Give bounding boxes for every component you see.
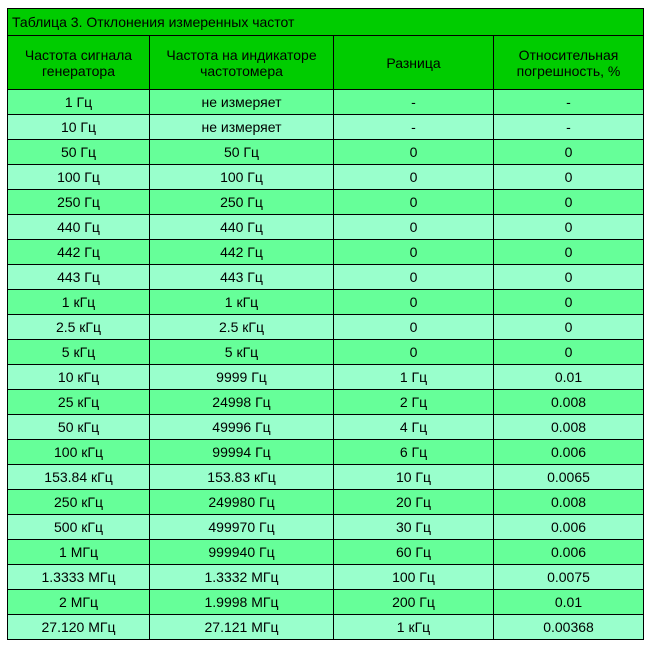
cell-relative-error: 0.006 (494, 515, 644, 540)
cell-indicator-frequency: 440 Гц (150, 215, 334, 240)
cell-relative-error: 0 (494, 215, 644, 240)
cell-relative-error: - (494, 115, 644, 140)
table-row (8, 240, 644, 265)
cell-difference: 0 (334, 290, 494, 315)
cell-relative-error: 0 (494, 340, 644, 365)
table-row (8, 540, 644, 565)
cell-generator-frequency: 25 кГц (8, 390, 150, 415)
cell-indicator-frequency: 1.9998 МГц (150, 590, 334, 615)
cell-difference: - (334, 90, 494, 115)
cell-indicator-frequency: 9999 Гц (150, 365, 334, 390)
cell-generator-frequency: 100 Гц (8, 165, 150, 190)
table-row (8, 140, 644, 165)
cell-relative-error: 0.006 (494, 440, 644, 465)
cell-indicator-frequency: не измеряет (150, 115, 334, 140)
cell-generator-frequency: 100 кГц (8, 440, 150, 465)
cell-indicator-frequency: 999940 Гц (150, 540, 334, 565)
table-row (8, 565, 644, 590)
cell-generator-frequency: 10 кГц (8, 365, 150, 390)
table-row (8, 590, 644, 615)
cell-indicator-frequency: 99994 Гц (150, 440, 334, 465)
cell-difference: 4 Гц (334, 415, 494, 440)
frequency-deviation-table (7, 8, 644, 640)
cell-indicator-frequency: 5 кГц (150, 340, 334, 365)
cell-difference: 2 Гц (334, 390, 494, 415)
cell-generator-frequency: 1 МГц (8, 540, 150, 565)
cell-generator-frequency: 50 кГц (8, 415, 150, 440)
cell-generator-frequency: 2 МГц (8, 590, 150, 615)
cell-generator-frequency: 27.120 МГц (8, 615, 150, 640)
cell-generator-frequency: 250 кГц (8, 490, 150, 515)
cell-generator-frequency: 1 Гц (8, 90, 150, 115)
cell-generator-frequency: 10 Гц (8, 115, 150, 140)
table-row (8, 215, 644, 240)
cell-indicator-frequency: 49996 Гц (150, 415, 334, 440)
table-row (8, 115, 644, 140)
cell-generator-frequency: 1 кГц (8, 290, 150, 315)
table-row (8, 440, 644, 465)
cell-difference: 20 Гц (334, 490, 494, 515)
cell-generator-frequency: 443 Гц (8, 265, 150, 290)
cell-generator-frequency: 500 кГц (8, 515, 150, 540)
cell-generator-frequency: 250 Гц (8, 190, 150, 215)
cell-generator-frequency: 5 кГц (8, 340, 150, 365)
cell-indicator-frequency: 27.121 МГц (150, 615, 334, 640)
cell-indicator-frequency: 442 Гц (150, 240, 334, 265)
header-generator-frequency: Частота сигнала генератора (8, 36, 150, 90)
cell-indicator-frequency: 1.3332 МГц (150, 565, 334, 590)
cell-generator-frequency: 442 Гц (8, 240, 150, 265)
cell-relative-error: 0.00368 (494, 615, 644, 640)
cell-relative-error: 0 (494, 140, 644, 165)
cell-relative-error: 0.01 (494, 365, 644, 390)
cell-difference: 0 (334, 215, 494, 240)
cell-indicator-frequency: 100 Гц (150, 165, 334, 190)
table-row (8, 340, 644, 365)
cell-indicator-frequency: не измеряет (150, 90, 334, 115)
cell-indicator-frequency: 2.5 кГц (150, 315, 334, 340)
cell-difference: - (334, 115, 494, 140)
cell-generator-frequency: 440 Гц (8, 215, 150, 240)
table-row (8, 290, 644, 315)
table-body (8, 90, 644, 640)
cell-relative-error: 0.008 (494, 390, 644, 415)
frequency-deviation-table-container (7, 8, 643, 640)
cell-difference: 100 Гц (334, 565, 494, 590)
table-row (8, 490, 644, 515)
table-row (8, 390, 644, 415)
cell-relative-error: 0.008 (494, 490, 644, 515)
cell-difference: 1 Гц (334, 365, 494, 390)
cell-relative-error: 0.0065 (494, 465, 644, 490)
cell-generator-frequency: 1.3333 МГц (8, 565, 150, 590)
cell-difference: 0 (334, 165, 494, 190)
cell-generator-frequency: 2.5 кГц (8, 315, 150, 340)
cell-difference: 10 Гц (334, 465, 494, 490)
table-row (8, 465, 644, 490)
cell-relative-error: 0 (494, 240, 644, 265)
cell-indicator-frequency: 443 Гц (150, 265, 334, 290)
cell-difference: 0 (334, 265, 494, 290)
cell-difference: 0 (334, 340, 494, 365)
header-relative-error: Относительная погрешность, % (494, 36, 644, 90)
cell-relative-error: 0.008 (494, 415, 644, 440)
cell-relative-error: 0.006 (494, 540, 644, 565)
table-title: Таблица 3. Отклонения измеренных частот (8, 9, 644, 36)
table-row (8, 315, 644, 340)
cell-difference: 0 (334, 315, 494, 340)
cell-difference: 0 (334, 140, 494, 165)
cell-relative-error: 0.01 (494, 590, 644, 615)
table-row (8, 265, 644, 290)
header-difference: Разница (334, 36, 494, 90)
cell-relative-error: 0 (494, 165, 644, 190)
cell-difference: 6 Гц (334, 440, 494, 465)
cell-indicator-frequency: 249980 Гц (150, 490, 334, 515)
table-row (8, 90, 644, 115)
table-header-row (8, 36, 644, 90)
cell-generator-frequency: 153.84 кГц (8, 465, 150, 490)
table-row (8, 190, 644, 215)
cell-relative-error: - (494, 90, 644, 115)
table-row (8, 365, 644, 390)
cell-indicator-frequency: 24998 Гц (150, 390, 334, 415)
cell-difference: 30 Гц (334, 515, 494, 540)
cell-indicator-frequency: 1 кГц (150, 290, 334, 315)
cell-difference: 200 Гц (334, 590, 494, 615)
table-row (8, 165, 644, 190)
cell-relative-error: 0 (494, 290, 644, 315)
cell-indicator-frequency: 50 Гц (150, 140, 334, 165)
cell-difference: 60 Гц (334, 540, 494, 565)
cell-generator-frequency: 50 Гц (8, 140, 150, 165)
header-indicator-frequency: Частота на индикаторе частотомера (150, 36, 334, 90)
table-row (8, 415, 644, 440)
cell-relative-error: 0.0075 (494, 565, 644, 590)
cell-relative-error: 0 (494, 315, 644, 340)
cell-relative-error: 0 (494, 190, 644, 215)
cell-indicator-frequency: 153.83 кГц (150, 465, 334, 490)
cell-difference: 0 (334, 240, 494, 265)
table-row (8, 615, 644, 640)
cell-relative-error: 0 (494, 265, 644, 290)
cell-indicator-frequency: 250 Гц (150, 190, 334, 215)
cell-difference: 0 (334, 190, 494, 215)
cell-difference: 1 кГц (334, 615, 494, 640)
cell-indicator-frequency: 499970 Гц (150, 515, 334, 540)
table-row (8, 515, 644, 540)
